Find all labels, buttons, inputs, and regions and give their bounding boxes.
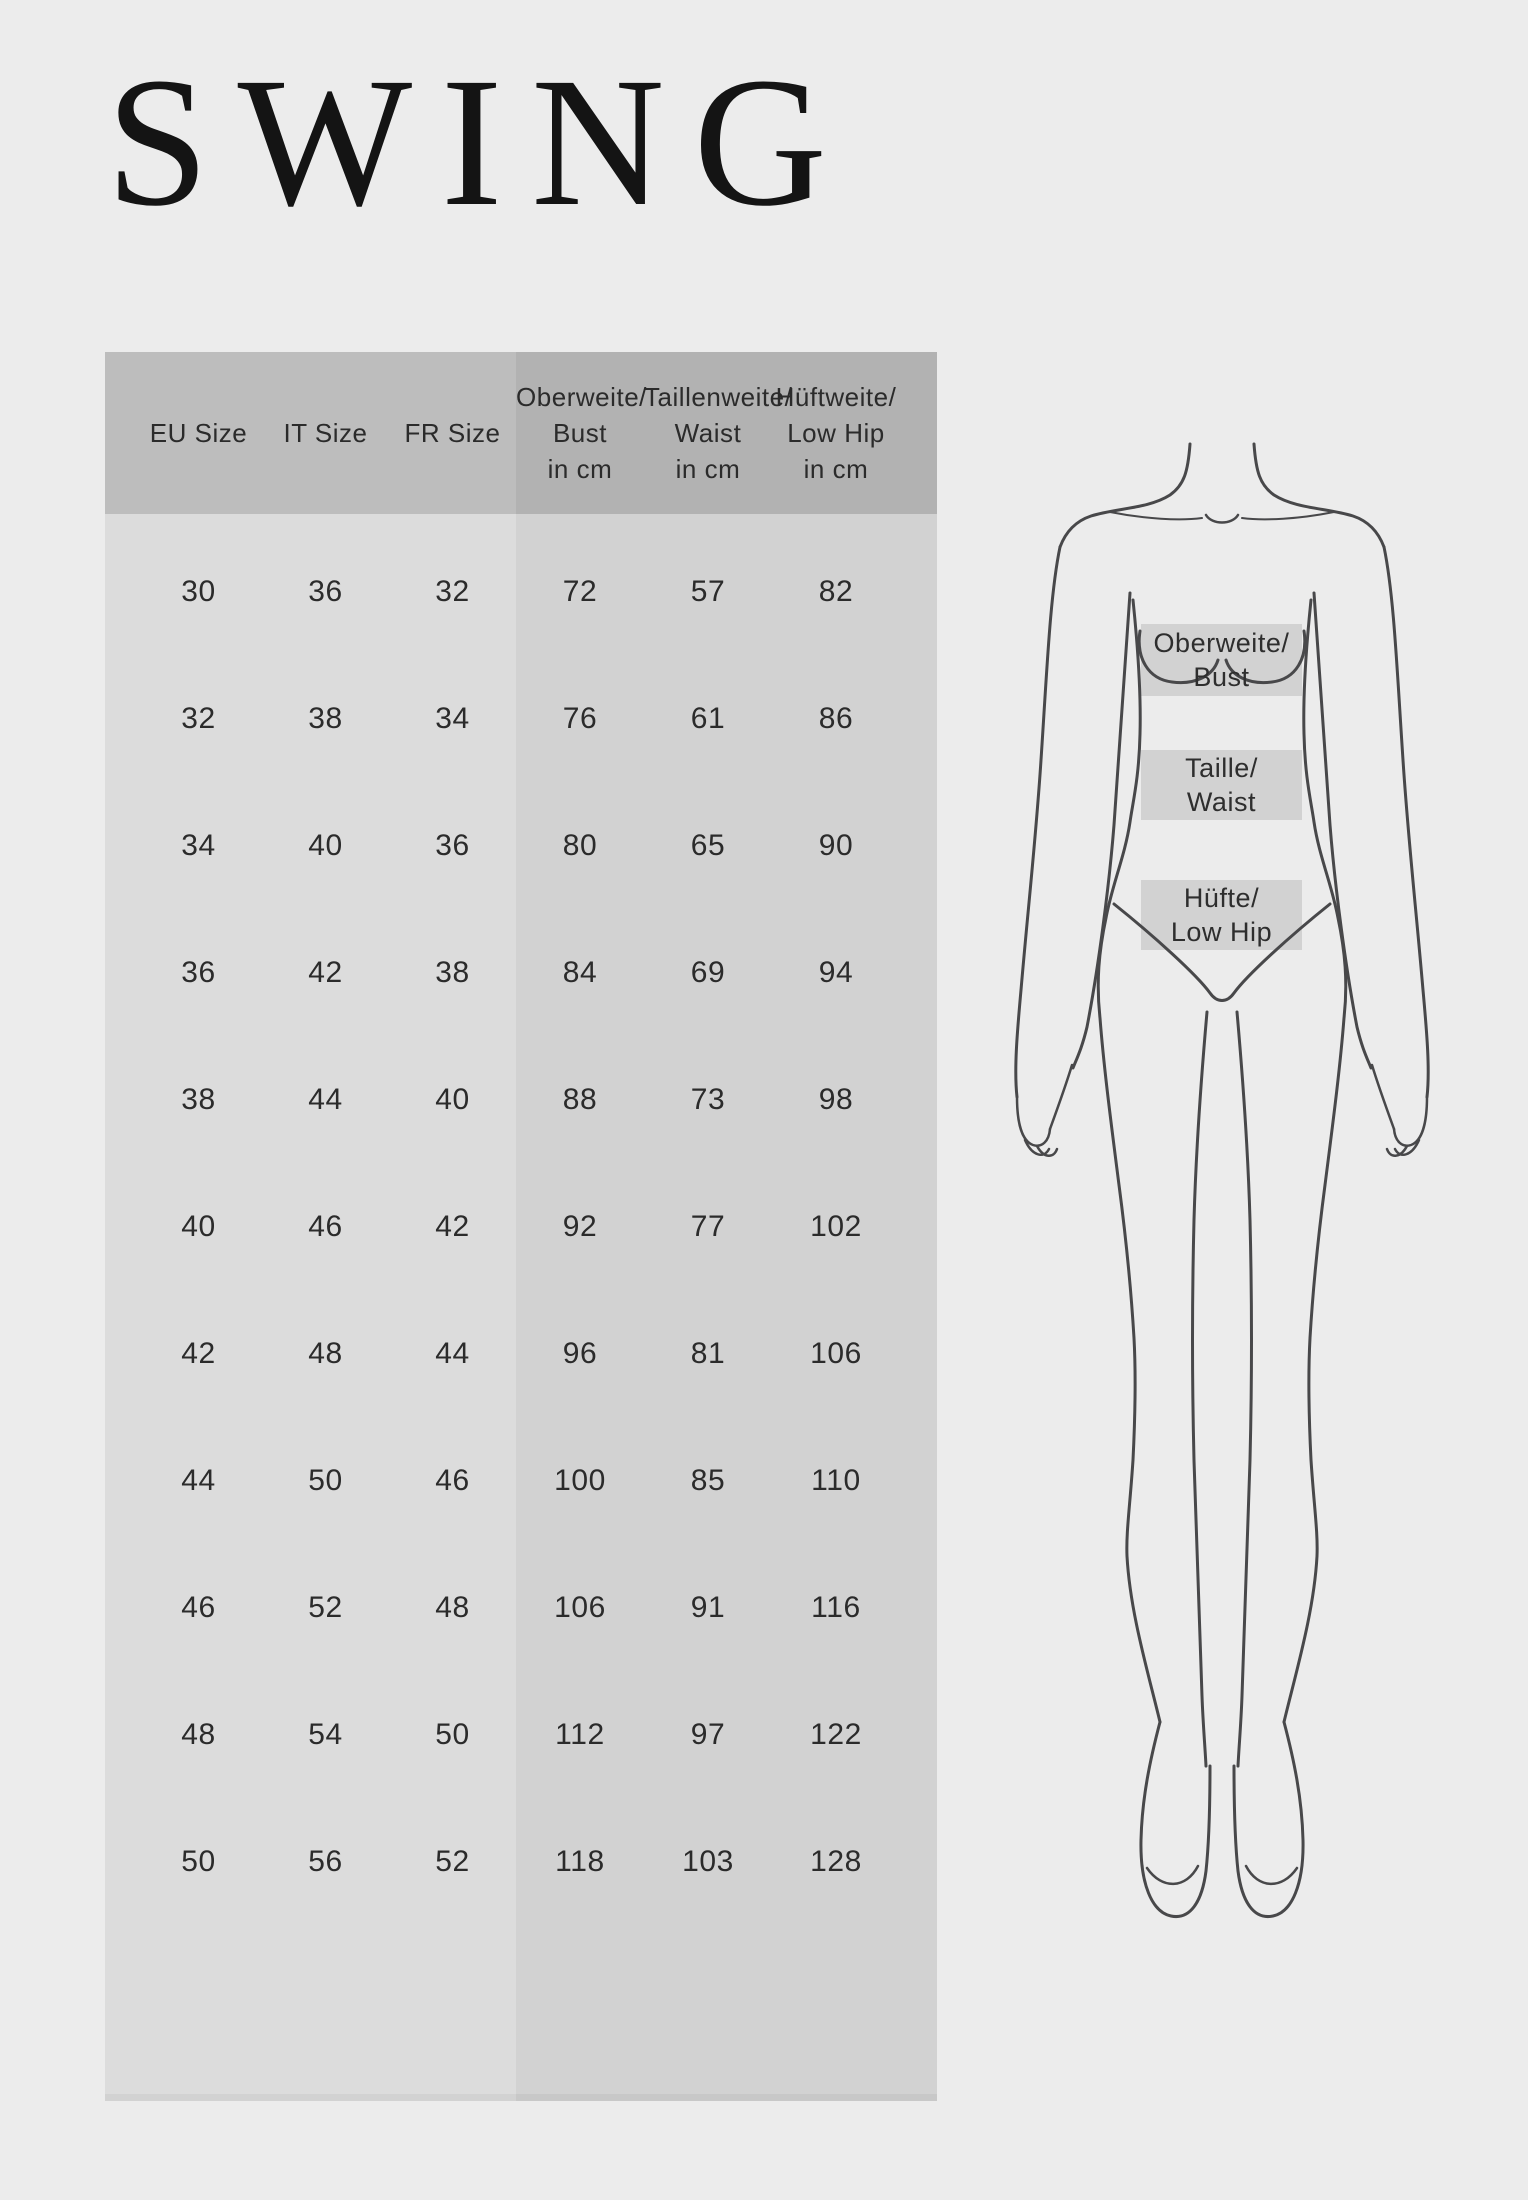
hip-cell: 128 [810, 1844, 862, 1878]
fr-size-cell: 38 [435, 955, 470, 989]
waist-cell: 57 [690, 574, 726, 608]
table-row [516, 1544, 937, 1671]
table-row [105, 1036, 516, 1163]
label-line: Bust [1193, 662, 1250, 692]
hip-cell: 90 [818, 828, 854, 862]
it-size-cell: 36 [308, 574, 343, 608]
body-figure [990, 430, 1454, 1930]
feet [1141, 1722, 1303, 1917]
it-size-cell: 44 [308, 1082, 343, 1116]
it-size-cell: 42 [308, 955, 343, 989]
table-row [105, 1163, 516, 1290]
eu-size-cell: 42 [181, 1336, 216, 1370]
table-row [516, 655, 937, 782]
it-size-cell: 56 [308, 1844, 343, 1878]
fr-size-cell: 52 [435, 1844, 470, 1878]
it-size-cell: 54 [308, 1717, 343, 1751]
it-size-cell: 48 [308, 1336, 343, 1370]
fr-size-cell: 32 [435, 574, 470, 608]
it-size-cell: 38 [308, 701, 343, 735]
label-line: Oberweite/ [1153, 628, 1290, 658]
header-line: Hüftweite/ [775, 382, 897, 412]
fr-size-cell: 34 [435, 701, 470, 735]
measurement-columns-section [516, 352, 937, 2101]
clavicle-lines [1110, 512, 1334, 523]
label-line: Waist [1186, 787, 1257, 817]
hip-cell: 116 [811, 1590, 861, 1624]
eu-size-cell: 46 [181, 1590, 216, 1624]
waist-measure-label [1141, 750, 1302, 820]
header-line: in cm [803, 454, 869, 484]
bust-cell: 118 [555, 1844, 605, 1878]
table-row [516, 528, 937, 655]
waist-cell: 81 [690, 1336, 726, 1370]
label-line: Hüfte/ [1183, 883, 1260, 913]
table-row [105, 1417, 516, 1544]
bust-cell: 100 [554, 1463, 606, 1497]
bust-cell: 112 [555, 1717, 605, 1751]
table-row [516, 1290, 937, 1417]
measurement-rows [516, 514, 937, 1925]
eu-size-cell: 38 [181, 1082, 216, 1116]
table-row [516, 1671, 937, 1798]
header-line: Bust [552, 418, 608, 448]
waist-cell: 103 [682, 1844, 734, 1878]
size-chart-table [105, 352, 937, 2101]
bust-cell: 84 [562, 955, 598, 989]
brand-logo: SWING [106, 40, 856, 245]
waist-cell: 73 [690, 1082, 726, 1116]
table-row [105, 1290, 516, 1417]
eu-size-cell: 40 [181, 1209, 216, 1243]
hip-cell: 102 [810, 1209, 862, 1243]
it-size-cell: 40 [308, 828, 343, 862]
fr-size-cell: 36 [435, 828, 470, 862]
table-row [105, 655, 516, 782]
hip-cell: 98 [818, 1082, 854, 1116]
column-header-low-hip [772, 379, 900, 487]
waist-cell: 65 [690, 828, 726, 862]
label-line: Low Hip [1170, 917, 1273, 947]
bust-cell: 72 [562, 574, 598, 608]
bust-measure-label [1141, 624, 1302, 696]
table-row [105, 528, 516, 655]
header-line: Low Hip [787, 418, 885, 448]
size-rows [105, 514, 516, 1925]
bust-cell: 88 [562, 1082, 598, 1116]
table-row [516, 1798, 937, 1925]
table-header-row [105, 352, 516, 514]
hip-cell: 106 [810, 1336, 862, 1370]
column-header-fr-size: FR Size [404, 417, 501, 448]
fr-size-cell: 40 [435, 1082, 470, 1116]
waist-cell: 85 [690, 1463, 726, 1497]
table-row [105, 1798, 516, 1925]
header-line: in cm [675, 454, 741, 484]
eu-size-cell: 48 [181, 1717, 216, 1751]
table-row [105, 1671, 516, 1798]
column-header-it-size: IT Size [283, 417, 368, 448]
table-row [516, 782, 937, 909]
column-header-waist [644, 379, 793, 487]
eu-size-cell: 36 [181, 955, 216, 989]
it-size-cell: 52 [308, 1590, 343, 1624]
hip-cell: 94 [818, 955, 854, 989]
header-line: Taillenweite/ [644, 382, 793, 412]
eu-size-cell: 32 [181, 701, 216, 735]
eu-size-cell: 34 [181, 828, 216, 862]
fr-size-cell: 42 [435, 1209, 470, 1243]
bust-cell: 80 [562, 828, 598, 862]
hip-cell: 86 [818, 701, 854, 735]
table-row [105, 1544, 516, 1671]
hip-measure-label [1141, 880, 1302, 950]
size-columns-section [105, 352, 516, 2101]
eu-size-cell: 30 [181, 574, 216, 608]
table-header-row [516, 352, 937, 514]
table-row [516, 1163, 937, 1290]
waist-cell: 97 [690, 1717, 726, 1751]
waist-cell: 69 [690, 955, 726, 989]
header-line: Oberweite/ [516, 382, 647, 412]
hip-cell: 82 [818, 574, 854, 608]
waist-cell: 77 [690, 1209, 726, 1243]
neck-and-shoulders [1060, 444, 1384, 547]
bust-cell: 76 [562, 701, 598, 735]
bust-cell: 96 [562, 1336, 598, 1370]
bust-cell: 92 [562, 1209, 598, 1243]
it-size-cell: 50 [308, 1463, 343, 1497]
fr-size-cell: 48 [435, 1590, 470, 1624]
table-row [516, 1417, 937, 1544]
hip-cell: 122 [810, 1717, 862, 1751]
table-row [105, 909, 516, 1036]
bust-cell: 106 [554, 1590, 606, 1624]
eu-size-cell: 44 [181, 1463, 216, 1497]
label-line: Taille/ [1185, 753, 1258, 783]
fr-size-cell: 50 [435, 1717, 470, 1751]
column-header-eu-size: EU Size [149, 417, 248, 448]
table-row [105, 782, 516, 909]
it-size-cell: 46 [308, 1209, 343, 1243]
hip-cell: 110 [811, 1463, 861, 1497]
fr-size-cell: 46 [435, 1463, 470, 1497]
column-header-bust [516, 379, 647, 487]
hands [1017, 1065, 1427, 1156]
table-row [516, 1036, 937, 1163]
fr-size-cell: 44 [435, 1336, 470, 1370]
waist-cell: 91 [690, 1590, 726, 1624]
waist-cell: 61 [690, 701, 726, 735]
header-line: in cm [547, 454, 613, 484]
eu-size-cell: 50 [181, 1844, 216, 1878]
header-line: Waist [674, 418, 742, 448]
table-row [516, 909, 937, 1036]
